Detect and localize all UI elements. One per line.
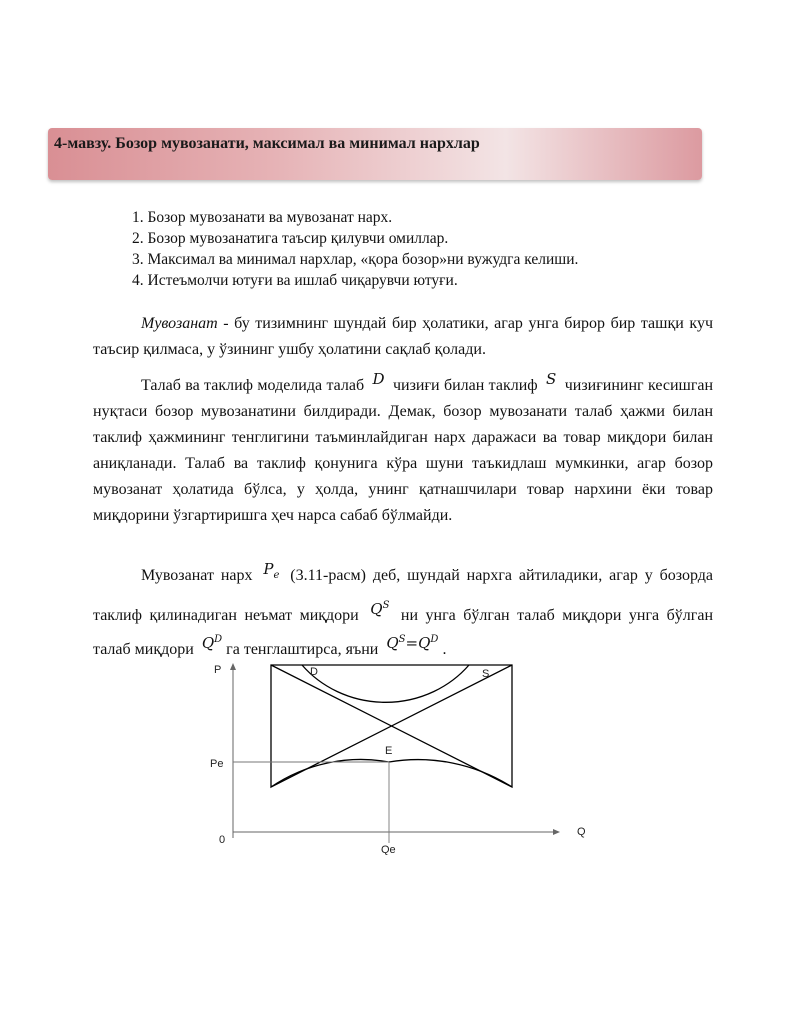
pe-label: Pe — [210, 758, 224, 770]
outline-item: 1. Бозор мувозанати ва мувозанат нарх. — [132, 209, 393, 226]
symbol-superscript: D — [214, 634, 223, 645]
origin-label: 0 — [219, 834, 226, 846]
outline-item: 3. Максимал ва минимал нархлар, «қора бозор»ни вужудга келиши. — [132, 251, 579, 268]
outline-item: 2. Бозор мувозанатига таъсир қилувчи омиллар. — [132, 230, 449, 247]
symbol-superscript: S — [382, 600, 390, 611]
text-run: га тенглаштирса, яъни — [226, 641, 379, 658]
qe-label: Qe — [381, 844, 396, 855]
text-run: Мувозанат нарх — [141, 567, 253, 584]
outline-item: 4. Истеъмолчи ютуғи ва ишлаб чиқарувчи ютуғи. — [132, 272, 458, 289]
symbol-superscript: D — [430, 634, 439, 645]
demand-symbol: D — [372, 370, 385, 388]
text-run: (3.11-расм) деб, шундай нархга айтиладики, агар у бозорда таклиф қилинадиган неъмат миқдори — [93, 567, 713, 624]
p-axis-arrow-icon — [230, 663, 236, 670]
text-run: . — [442, 641, 447, 658]
symbol-base: P — [263, 560, 274, 578]
symbol-subscript: e — [273, 570, 280, 581]
quantity-demanded-symbol — [198, 634, 226, 652]
e-label: E — [385, 745, 393, 757]
q-axis-arrow-icon — [553, 829, 560, 835]
s-label: S — [482, 668, 490, 680]
equilibrium-paragraph — [93, 372, 713, 529]
defined-term: Мувозанат — [141, 315, 218, 332]
topic-title: 4-мавзу. Бозор мувозанати, максимал ва минимал нархлар — [54, 135, 480, 152]
text-run: Талаб ва таклиф моделида талаб — [141, 377, 365, 394]
text-run: ни унга бўлган талаб миқдори унга бўлган талаб миқдори — [93, 607, 714, 658]
symbol-superscript: S — [398, 634, 406, 645]
text-run: чизиғи билан таклиф — [392, 377, 538, 394]
text-run: чизиғининг кесишган нуқтаси бозор мувозанатини билдиради. Демак, бозор мувозанати талаб ҳажми билан таклиф ҳажмининг тенглигини таъминлайдиган нарх даражаси ва товар миқдори билан аниқланади. Талаб ва таклиф қонунига кўра шуни таъкидлаш мумкинки, агар бозор мувозанат ҳолатида бўлса, у ҳолда, унинг қатнашчилари товар нархини ёки товар миқдорини ўзгартиришга ҳеч нарса сабаб бўлмайди. — [93, 377, 714, 524]
equilibrium-equation — [382, 634, 442, 652]
equals-sign: = — [405, 634, 419, 652]
supply-demand-diagram — [190, 655, 610, 855]
topic-banner — [48, 128, 702, 180]
definition-paragraph — [93, 311, 713, 363]
definition-text: - бу тизимнинг шундай бир ҳолатики, агар унга бирор бир ташқи куч таъсир қилмаса, у ўзининг ушбу ҳолатини сақлаб қолади. — [93, 315, 713, 358]
symbol-base: Q — [370, 600, 383, 618]
arc-curve — [302, 665, 469, 702]
price-symbol — [259, 560, 283, 581]
symbol-base: Q — [386, 634, 399, 652]
p-axis-label: P — [214, 664, 222, 676]
quantity-supplied-symbol — [366, 600, 393, 618]
symbol-base: Q — [201, 634, 215, 652]
q-axis-label: Q — [577, 826, 586, 838]
symbol-base: Q — [418, 634, 431, 652]
supply-symbol: S — [546, 370, 557, 388]
equilibrium-price-paragraph — [93, 560, 713, 665]
topic-outline — [132, 207, 578, 291]
d-label: D — [310, 666, 318, 678]
